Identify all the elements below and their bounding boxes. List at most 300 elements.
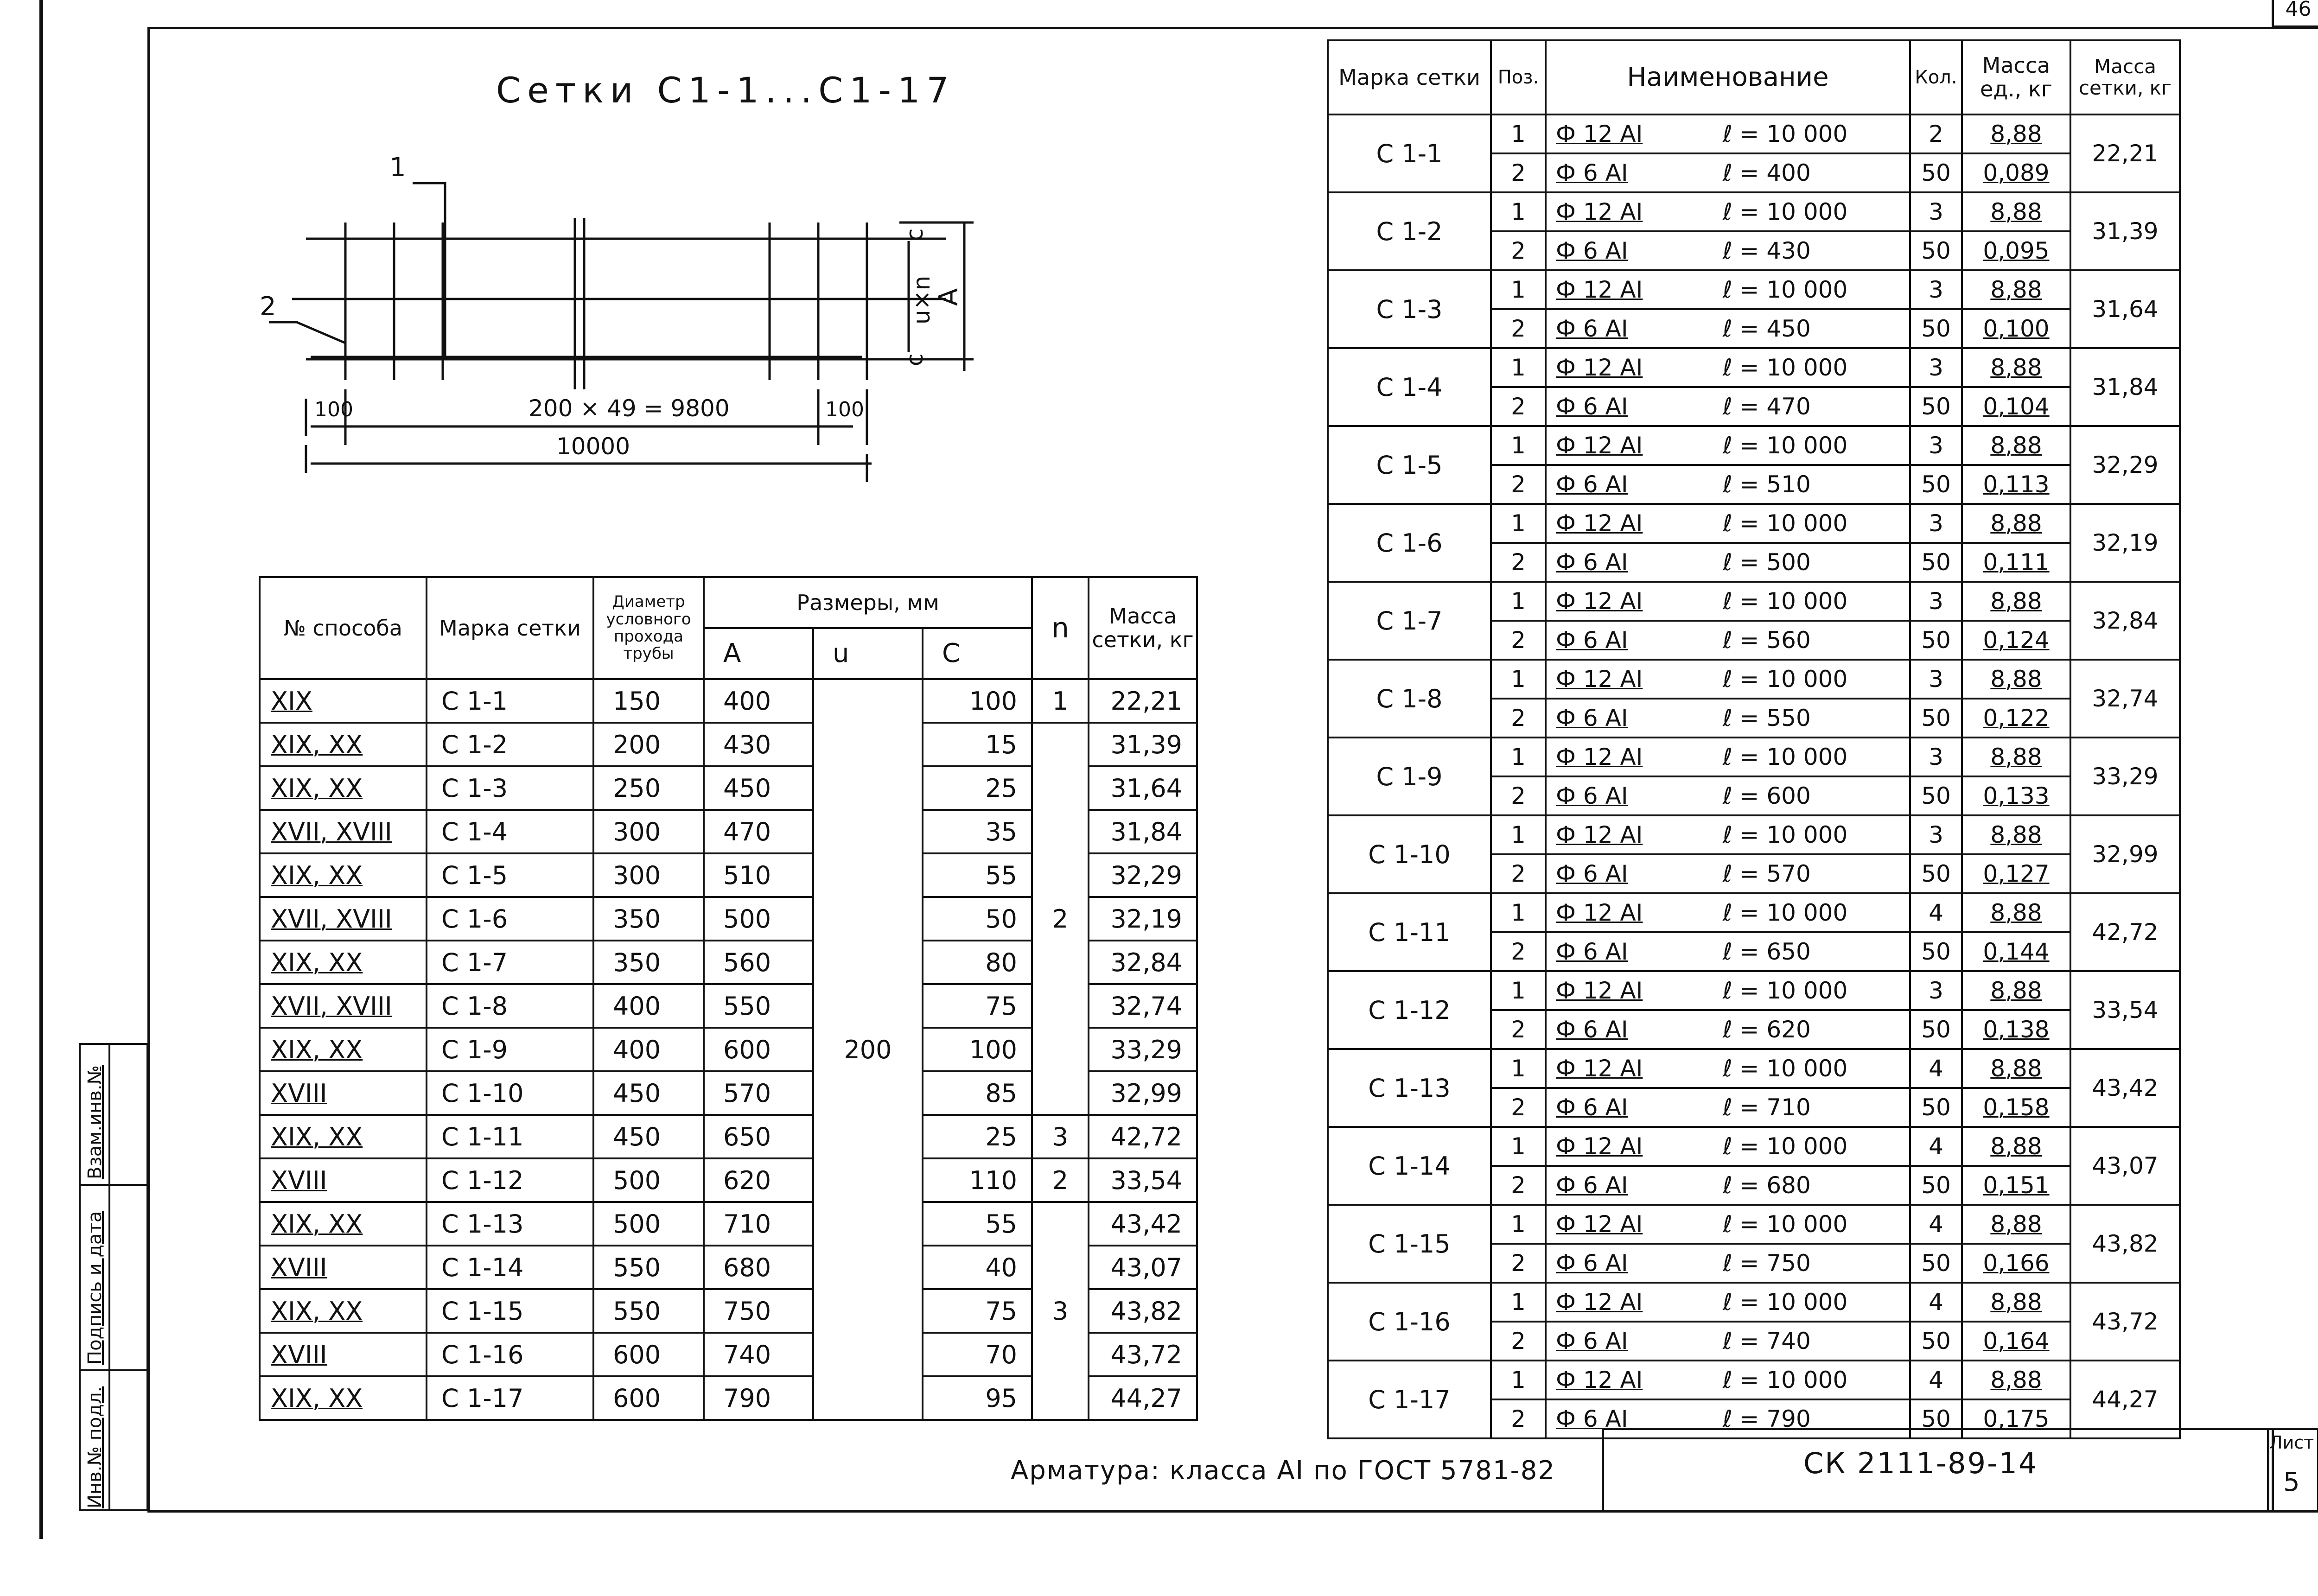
table-row: XIX С 1-1 150 400 200 100 1 22,21 bbox=[260, 679, 1197, 723]
spec-unit-mass: 0,100 bbox=[1962, 309, 2070, 348]
drawing-title: Сетки С1-1...С1-17 bbox=[496, 70, 955, 111]
spec-name bbox=[1546, 1244, 1910, 1283]
spec-unit-mass: 0,164 bbox=[1962, 1322, 2070, 1361]
spec-mark: С 1-10 bbox=[1328, 815, 1491, 893]
hdr-dim-c: С bbox=[923, 628, 1032, 679]
spec-name bbox=[1546, 348, 1910, 387]
table-row: XIX, XX С 1-13 500 710 55 3 43,42 bbox=[260, 1202, 1197, 1246]
spec-name bbox=[1546, 153, 1910, 192]
spec-length: ℓ = 400 bbox=[1723, 159, 1811, 186]
spec-mark: С 1-4 bbox=[1328, 348, 1491, 426]
spec-length: ℓ = 10 000 bbox=[1723, 1367, 1848, 1393]
spec-name bbox=[1546, 504, 1910, 543]
table-row: XIX, XX С 1-2 200 430 15 2 31,39 bbox=[260, 723, 1197, 766]
spec-unit-mass: 8,88 bbox=[1962, 1049, 2070, 1088]
spec-unit-mass: 0,144 bbox=[1962, 932, 2070, 971]
spec-length: ℓ = 10 000 bbox=[1723, 510, 1848, 537]
table-row: XVII, XVIII С 1-6 350 500 50 32,19 bbox=[260, 897, 1197, 941]
spec-length: ℓ = 10 000 bbox=[1723, 588, 1848, 615]
spec-mark: С 1-16 bbox=[1328, 1283, 1491, 1361]
spec-bar: Ф 6 АI bbox=[1556, 705, 1628, 731]
spec-unit-mass: 0,089 bbox=[1962, 153, 2070, 192]
spec-pos: 1 bbox=[1491, 738, 1546, 776]
spec-pos: 2 bbox=[1491, 699, 1546, 738]
spec-name bbox=[1546, 893, 1910, 932]
spec-qty: 3 bbox=[1910, 660, 1962, 699]
hdr-n: n bbox=[1032, 577, 1089, 679]
spec-pos: 1 bbox=[1491, 348, 1546, 387]
spec-mark: С 1-11 bbox=[1328, 893, 1491, 971]
spec-pos: 2 bbox=[1491, 465, 1546, 504]
spec-length: ℓ = 650 bbox=[1723, 938, 1811, 965]
spec-bar: Ф 6 АI bbox=[1556, 315, 1628, 342]
spec-total-mass: 44,27 bbox=[2070, 1361, 2180, 1438]
spec-length: ℓ = 750 bbox=[1723, 1250, 1811, 1277]
spec-bar: Ф 6 АI bbox=[1556, 393, 1628, 420]
spec-length: ℓ = 740 bbox=[1723, 1328, 1811, 1354]
spec-row-11 bbox=[1328, 893, 2180, 932]
spec-name bbox=[1546, 1088, 1910, 1127]
table-row: XVII, XVIII С 1-4 300 470 35 31,84 bbox=[260, 810, 1197, 853]
spec-length: ℓ = 10 000 bbox=[1723, 821, 1848, 848]
hdr-dim-u: u bbox=[813, 628, 923, 679]
spec-qty: 50 bbox=[1910, 1088, 1962, 1127]
spec-total-mass: 31,39 bbox=[2070, 192, 2180, 270]
spec-bar: Ф 12 АI bbox=[1556, 432, 1643, 459]
spec-unit-mass: 8,88 bbox=[1962, 971, 2070, 1010]
spec-name bbox=[1546, 426, 1910, 465]
n-group-3: 3 bbox=[1032, 1115, 1089, 1158]
spec-bar: Ф 12 АI bbox=[1556, 354, 1643, 381]
spec-pos: 1 bbox=[1491, 893, 1546, 932]
spec-bar: Ф 6 АI bbox=[1556, 938, 1628, 965]
table-row: XIX, XX С 1-15 550 750 75 43,82 bbox=[260, 1289, 1197, 1333]
spec-name bbox=[1546, 231, 1910, 270]
spec-qty: 3 bbox=[1910, 971, 1962, 1010]
spec-length: ℓ = 10 000 bbox=[1723, 276, 1848, 303]
spec-pos: 1 bbox=[1491, 815, 1546, 854]
spec-length: ℓ = 450 bbox=[1723, 315, 1811, 342]
spec-length: ℓ = 470 bbox=[1723, 393, 1811, 420]
spec-qty: 3 bbox=[1910, 738, 1962, 776]
spec-bar: Ф 12 АI bbox=[1556, 1367, 1643, 1393]
spec-pos: 1 bbox=[1491, 660, 1546, 699]
spec-mark: С 1-17 bbox=[1328, 1361, 1491, 1438]
spec-unit-mass: 8,88 bbox=[1962, 348, 2070, 387]
spec-unit-mass: 8,88 bbox=[1962, 270, 2070, 309]
spec-name bbox=[1546, 543, 1910, 582]
spec-name bbox=[1546, 854, 1910, 893]
spec-pos: 2 bbox=[1491, 153, 1546, 192]
spec-name bbox=[1546, 1010, 1910, 1049]
spec-qty: 50 bbox=[1910, 1166, 1962, 1205]
spec-total-mass: 43,42 bbox=[2070, 1049, 2180, 1127]
spec-mark: С 1-13 bbox=[1328, 1049, 1491, 1127]
spec-qty: 4 bbox=[1910, 893, 1962, 932]
spec-qty: 50 bbox=[1910, 621, 1962, 660]
sheet-number: 5 bbox=[2283, 1467, 2300, 1497]
spec-bar: Ф 12 АI bbox=[1556, 666, 1643, 693]
diagram-dim-right: 100 bbox=[825, 398, 864, 421]
spec-mark: С 1-1 bbox=[1328, 114, 1491, 192]
spec-row-10 bbox=[1328, 815, 2180, 854]
spec-unit-mass: 8,88 bbox=[1962, 815, 2070, 854]
spec-unit-mass: 0,104 bbox=[1962, 387, 2070, 426]
hdr-spec-unit-mass: Масса ед., кг bbox=[1962, 40, 2070, 114]
spec-mark: С 1-9 bbox=[1328, 738, 1491, 815]
spec-bar: Ф 12 АI bbox=[1556, 1133, 1643, 1160]
spec-unit-mass: 0,095 bbox=[1962, 231, 2070, 270]
spec-row-14 bbox=[1328, 1127, 2180, 1166]
spec-name bbox=[1546, 309, 1910, 348]
spec-length: ℓ = 790 bbox=[1723, 1405, 1811, 1432]
spec-bar: Ф 12 АI bbox=[1556, 276, 1643, 303]
spec-qty: 4 bbox=[1910, 1049, 1962, 1088]
spec-bar: Ф 12 АI bbox=[1556, 510, 1643, 537]
spec-bar: Ф 6 АI bbox=[1556, 860, 1628, 887]
spec-unit-mass: 0,124 bbox=[1962, 621, 2070, 660]
spec-bar: Ф 12 АI bbox=[1556, 744, 1643, 770]
diagram-dim-c-top: c bbox=[901, 228, 928, 241]
stamp-signature-date: Подпись и дата bbox=[84, 1211, 106, 1365]
stamp-vzam-inv: Взам.инв.№ bbox=[84, 1065, 106, 1179]
spec-table bbox=[1327, 39, 2181, 1439]
spec-pos: 1 bbox=[1491, 1283, 1546, 1322]
spec-pos: 1 bbox=[1491, 1205, 1546, 1244]
spec-pos: 1 bbox=[1491, 192, 1546, 231]
table-row: XVIII С 1-10 450 570 85 32,99 bbox=[260, 1071, 1197, 1115]
spec-row-13 bbox=[1328, 1049, 2180, 1088]
spec-pos: 1 bbox=[1491, 270, 1546, 309]
spec-qty: 50 bbox=[1910, 1322, 1962, 1361]
spec-qty: 50 bbox=[1910, 1010, 1962, 1049]
spec-unit-mass: 8,88 bbox=[1962, 114, 2070, 153]
spec-bar: Ф 6 АI bbox=[1556, 1250, 1628, 1277]
spec-qty: 3 bbox=[1910, 504, 1962, 543]
spec-length: ℓ = 10 000 bbox=[1723, 198, 1848, 225]
diagram-dim-A: A bbox=[934, 288, 964, 306]
hdr-method-no: № способа bbox=[260, 577, 427, 679]
spec-row-9 bbox=[1328, 738, 2180, 776]
spec-mark: С 1-14 bbox=[1328, 1127, 1491, 1205]
spec-name bbox=[1546, 582, 1910, 621]
spec-name bbox=[1546, 660, 1910, 699]
spec-bar: Ф 12 АI bbox=[1556, 1211, 1643, 1238]
spec-bar: Ф 12 АI bbox=[1556, 977, 1643, 1004]
spec-total-mass: 43,72 bbox=[2070, 1283, 2180, 1361]
spec-length: ℓ = 710 bbox=[1723, 1094, 1811, 1121]
spec-length: ℓ = 430 bbox=[1723, 237, 1811, 264]
spec-unit-mass: 0,127 bbox=[1962, 854, 2070, 893]
hdr-pipe-diameter: Диаметр условного прохода трубы bbox=[593, 577, 704, 679]
spec-total-mass: 32,99 bbox=[2070, 815, 2180, 893]
hdr-spec-mark: Марка сетки bbox=[1328, 40, 1491, 114]
hdr-dim-A: А bbox=[704, 628, 813, 679]
spec-bar: Ф 12 АI bbox=[1556, 899, 1643, 926]
spec-bar: Ф 6 АI bbox=[1556, 1172, 1628, 1199]
spec-name bbox=[1546, 1049, 1910, 1088]
spec-name bbox=[1546, 1127, 1910, 1166]
spec-unit-mass: 0,111 bbox=[1962, 543, 2070, 582]
spec-qty: 4 bbox=[1910, 1127, 1962, 1166]
spec-pos: 2 bbox=[1491, 387, 1546, 426]
spec-length: ℓ = 10 000 bbox=[1723, 899, 1848, 926]
hdr-spec-name: Наименование bbox=[1546, 40, 1910, 114]
spec-pos: 1 bbox=[1491, 1049, 1546, 1088]
spec-qty: 3 bbox=[1910, 270, 1962, 309]
spec-length: ℓ = 620 bbox=[1723, 1016, 1811, 1043]
table-row: XIX, XX С 1-3 250 450 25 31,64 bbox=[260, 766, 1197, 810]
spec-row-12 bbox=[1328, 971, 2180, 1010]
spec-bar: Ф 6 АI bbox=[1556, 1094, 1628, 1121]
spec-name bbox=[1546, 387, 1910, 426]
spec-bar: Ф 6 АI bbox=[1556, 627, 1628, 654]
table-row: XIX, XX С 1-5 300 510 55 32,29 bbox=[260, 853, 1197, 897]
spec-length: ℓ = 10 000 bbox=[1723, 1133, 1848, 1160]
spec-row-1 bbox=[1328, 114, 2180, 153]
spec-length: ℓ = 680 bbox=[1723, 1172, 1811, 1199]
spec-unit-mass: 0,122 bbox=[1962, 699, 2070, 738]
spec-length: ℓ = 10 000 bbox=[1723, 1211, 1848, 1238]
spec-unit-mass: 0,175 bbox=[1962, 1399, 2070, 1438]
table-row: XVIII С 1-14 550 680 40 43,07 bbox=[260, 1246, 1197, 1289]
spec-bar: Ф 12 АI bbox=[1556, 121, 1643, 147]
spec-total-mass: 32,29 bbox=[2070, 426, 2180, 504]
diagram-pos2-label: 2 bbox=[260, 292, 276, 322]
spec-unit-mass: 8,88 bbox=[1962, 504, 2070, 543]
spec-total-mass: 33,29 bbox=[2070, 738, 2180, 815]
spec-bar: Ф 12 АI bbox=[1556, 1055, 1643, 1082]
spec-unit-mass: 0,113 bbox=[1962, 465, 2070, 504]
spec-length: ℓ = 10 000 bbox=[1723, 744, 1848, 770]
spec-bar: Ф 6 АI bbox=[1556, 549, 1628, 576]
spec-row-4 bbox=[1328, 348, 2180, 387]
spec-qty: 50 bbox=[1910, 465, 1962, 504]
spec-name bbox=[1546, 1283, 1910, 1322]
spec-name bbox=[1546, 699, 1910, 738]
spec-name bbox=[1546, 1322, 1910, 1361]
spec-unit-mass: 8,88 bbox=[1962, 192, 2070, 231]
spec-pos: 2 bbox=[1491, 1088, 1546, 1127]
spec-mark: С 1-8 bbox=[1328, 660, 1491, 738]
spec-total-mass: 32,19 bbox=[2070, 504, 2180, 582]
spec-mark: С 1-3 bbox=[1328, 270, 1491, 348]
spec-name bbox=[1546, 465, 1910, 504]
spec-name bbox=[1546, 815, 1910, 854]
spec-bar: Ф 6 АI bbox=[1556, 1405, 1628, 1432]
page-left-edge bbox=[39, 0, 43, 1539]
spec-unit-mass: 8,88 bbox=[1962, 738, 2070, 776]
doc-code: СК 2111-89-14 bbox=[1803, 1446, 2038, 1480]
spec-qty: 50 bbox=[1910, 543, 1962, 582]
spec-qty: 50 bbox=[1910, 309, 1962, 348]
spec-bar: Ф 12 АI bbox=[1556, 821, 1643, 848]
spec-unit-mass: 8,88 bbox=[1962, 893, 2070, 932]
spec-bar: Ф 12 АI bbox=[1556, 1289, 1643, 1316]
spec-row-16 bbox=[1328, 1283, 2180, 1322]
n-group-1: 1 bbox=[1032, 679, 1089, 723]
spec-pos: 2 bbox=[1491, 1010, 1546, 1049]
spec-total-mass: 33,54 bbox=[2070, 971, 2180, 1049]
spec-length: ℓ = 600 bbox=[1723, 782, 1811, 809]
spec-qty: 3 bbox=[1910, 582, 1962, 621]
spec-total-mass: 43,07 bbox=[2070, 1127, 2180, 1205]
diagram-dim-spacing: 200 × 49 = 9800 bbox=[529, 395, 730, 422]
spec-name bbox=[1546, 270, 1910, 309]
n-group-5: 3 bbox=[1032, 1202, 1089, 1420]
hdr-mass: Масса сетки, кг bbox=[1089, 577, 1197, 679]
spec-length: ℓ = 570 bbox=[1723, 860, 1811, 887]
spec-pos: 2 bbox=[1491, 621, 1546, 660]
spec-pos: 1 bbox=[1491, 114, 1546, 153]
spec-bar: Ф 6 АI bbox=[1556, 159, 1628, 186]
spec-bar: Ф 6 АI bbox=[1556, 1328, 1628, 1354]
spec-row-15 bbox=[1328, 1205, 2180, 1244]
spec-name bbox=[1546, 1361, 1910, 1399]
spec-name bbox=[1546, 192, 1910, 231]
spec-row-2 bbox=[1328, 192, 2180, 231]
spec-qty: 4 bbox=[1910, 1283, 1962, 1322]
spec-pos: 1 bbox=[1491, 971, 1546, 1010]
spec-length: ℓ = 510 bbox=[1723, 471, 1811, 498]
spec-qty: 3 bbox=[1910, 815, 1962, 854]
side-stamp bbox=[79, 1043, 148, 1511]
spec-pos: 2 bbox=[1491, 1322, 1546, 1361]
diagram-dim-c-bottom: c bbox=[901, 353, 928, 366]
table-row: XVII, XVIII С 1-8 400 550 75 32,74 bbox=[260, 984, 1197, 1028]
diagram-dim-u-n: u×n bbox=[908, 275, 935, 324]
table-row: XIX, XX С 1-11 450 650 25 3 42,72 bbox=[260, 1115, 1197, 1158]
spec-total-mass: 31,84 bbox=[2070, 348, 2180, 426]
spec-name bbox=[1546, 971, 1910, 1010]
hdr-spec-qty: Кол. bbox=[1910, 40, 1962, 114]
spec-bar: Ф 12 АI bbox=[1556, 588, 1643, 615]
spec-name bbox=[1546, 1205, 1910, 1244]
spec-qty: 2 bbox=[1910, 114, 1962, 153]
spec-row-5 bbox=[1328, 426, 2180, 465]
spec-pos: 2 bbox=[1491, 932, 1546, 971]
spec-pos: 2 bbox=[1491, 309, 1546, 348]
spec-mark: С 1-2 bbox=[1328, 192, 1491, 270]
spec-length: ℓ = 10 000 bbox=[1723, 354, 1848, 381]
hdr-spec-mesh-mass: Масса сетки, кг bbox=[2070, 40, 2180, 114]
spec-qty: 4 bbox=[1910, 1361, 1962, 1399]
spec-pos: 2 bbox=[1491, 231, 1546, 270]
spec-unit-mass: 8,88 bbox=[1962, 582, 2070, 621]
spec-unit-mass: 0,138 bbox=[1962, 1010, 2070, 1049]
spec-unit-mass: 0,133 bbox=[1962, 776, 2070, 815]
spec-length: ℓ = 10 000 bbox=[1723, 121, 1848, 147]
spec-pos: 2 bbox=[1491, 1166, 1546, 1205]
spec-pos: 1 bbox=[1491, 504, 1546, 543]
spec-row-7 bbox=[1328, 582, 2180, 621]
table-row: XIX, XX С 1-17 600 790 95 44,27 bbox=[260, 1376, 1197, 1420]
spec-qty: 3 bbox=[1910, 348, 1962, 387]
spec-name bbox=[1546, 621, 1910, 660]
spec-pos: 1 bbox=[1491, 1127, 1546, 1166]
spec-qty: 50 bbox=[1910, 387, 1962, 426]
spec-pos: 2 bbox=[1491, 543, 1546, 582]
spec-pos: 2 bbox=[1491, 1244, 1546, 1283]
spec-total-mass: 32,74 bbox=[2070, 660, 2180, 738]
spec-name bbox=[1546, 738, 1910, 776]
hdr-mesh-mark: Марка сетки bbox=[427, 577, 593, 679]
spec-length: ℓ = 10 000 bbox=[1723, 1289, 1848, 1316]
spec-mark: С 1-5 bbox=[1328, 426, 1491, 504]
sheet-label: Лист bbox=[2269, 1432, 2314, 1453]
spec-bar: Ф 6 АI bbox=[1556, 782, 1628, 809]
stamp-inv-podl: Инв.№ подл. bbox=[84, 1386, 106, 1508]
spec-unit-mass: 8,88 bbox=[1962, 1205, 2070, 1244]
spec-row-6 bbox=[1328, 504, 2180, 543]
spec-name bbox=[1546, 1166, 1910, 1205]
spec-total-mass: 42,72 bbox=[2070, 893, 2180, 971]
spec-length: ℓ = 560 bbox=[1723, 627, 1811, 654]
spec-pos: 2 bbox=[1491, 854, 1546, 893]
diagram-dim-total: 10000 bbox=[556, 433, 630, 460]
sheet-corner-number: 46 bbox=[2272, 0, 2318, 28]
spec-unit-mass: 8,88 bbox=[1962, 426, 2070, 465]
diagram-dim-left: 100 bbox=[314, 398, 353, 421]
table-row: XIX, XX С 1-9 400 600 100 33,29 bbox=[260, 1028, 1197, 1071]
methods-table bbox=[259, 576, 1198, 1421]
spec-mark: С 1-7 bbox=[1328, 582, 1491, 660]
footnote: Арматура: класса АI по ГОСТ 5781-82 bbox=[1011, 1456, 1555, 1486]
diagram-pos1-label: 1 bbox=[389, 153, 406, 183]
spec-name bbox=[1546, 114, 1910, 153]
table-row: XVIII С 1-16 600 740 70 43,72 bbox=[260, 1333, 1197, 1376]
hdr-dimensions: Размеры, мм bbox=[704, 577, 1032, 628]
spec-length: ℓ = 500 bbox=[1723, 549, 1811, 576]
spec-row-17 bbox=[1328, 1361, 2180, 1399]
spec-qty: 50 bbox=[1910, 1399, 1962, 1438]
spec-bar: Ф 12 АI bbox=[1556, 198, 1643, 225]
spec-unit-mass: 0,151 bbox=[1962, 1166, 2070, 1205]
mesh-diagram bbox=[250, 148, 992, 482]
spec-bar: Ф 6 АI bbox=[1556, 471, 1628, 498]
spec-length: ℓ = 10 000 bbox=[1723, 977, 1848, 1004]
spec-name bbox=[1546, 932, 1910, 971]
spec-pos: 1 bbox=[1491, 582, 1546, 621]
spec-bar: Ф 6 АI bbox=[1556, 1016, 1628, 1043]
spec-unit-mass: 8,88 bbox=[1962, 1127, 2070, 1166]
spec-length: ℓ = 10 000 bbox=[1723, 1055, 1848, 1082]
spec-length: ℓ = 550 bbox=[1723, 705, 1811, 731]
table-row: XIX, XX С 1-7 350 560 80 32,84 bbox=[260, 941, 1197, 984]
spec-mark: С 1-6 bbox=[1328, 504, 1491, 582]
spec-length: ℓ = 10 000 bbox=[1723, 432, 1848, 459]
spec-row-3 bbox=[1328, 270, 2180, 309]
hdr-spec-pos: Поз. bbox=[1491, 40, 1546, 114]
spec-qty: 3 bbox=[1910, 426, 1962, 465]
spec-unit-mass: 0,158 bbox=[1962, 1088, 2070, 1127]
spec-total-mass: 22,21 bbox=[2070, 114, 2180, 192]
spec-unit-mass: 0,166 bbox=[1962, 1244, 2070, 1283]
spec-pos: 1 bbox=[1491, 426, 1546, 465]
spec-pos: 2 bbox=[1491, 776, 1546, 815]
n-group-4: 2 bbox=[1032, 1158, 1089, 1202]
n-group-2: 2 bbox=[1032, 723, 1089, 1115]
spec-pos: 1 bbox=[1491, 1361, 1546, 1399]
spec-total-mass: 31,64 bbox=[2070, 270, 2180, 348]
spec-total-mass: 43,82 bbox=[2070, 1205, 2180, 1283]
spec-length: ℓ = 10 000 bbox=[1723, 666, 1848, 693]
spec-qty: 50 bbox=[1910, 699, 1962, 738]
u-value: 200 bbox=[813, 679, 923, 1420]
spec-qty: 50 bbox=[1910, 1244, 1962, 1283]
spec-qty: 50 bbox=[1910, 153, 1962, 192]
spec-name bbox=[1546, 776, 1910, 815]
